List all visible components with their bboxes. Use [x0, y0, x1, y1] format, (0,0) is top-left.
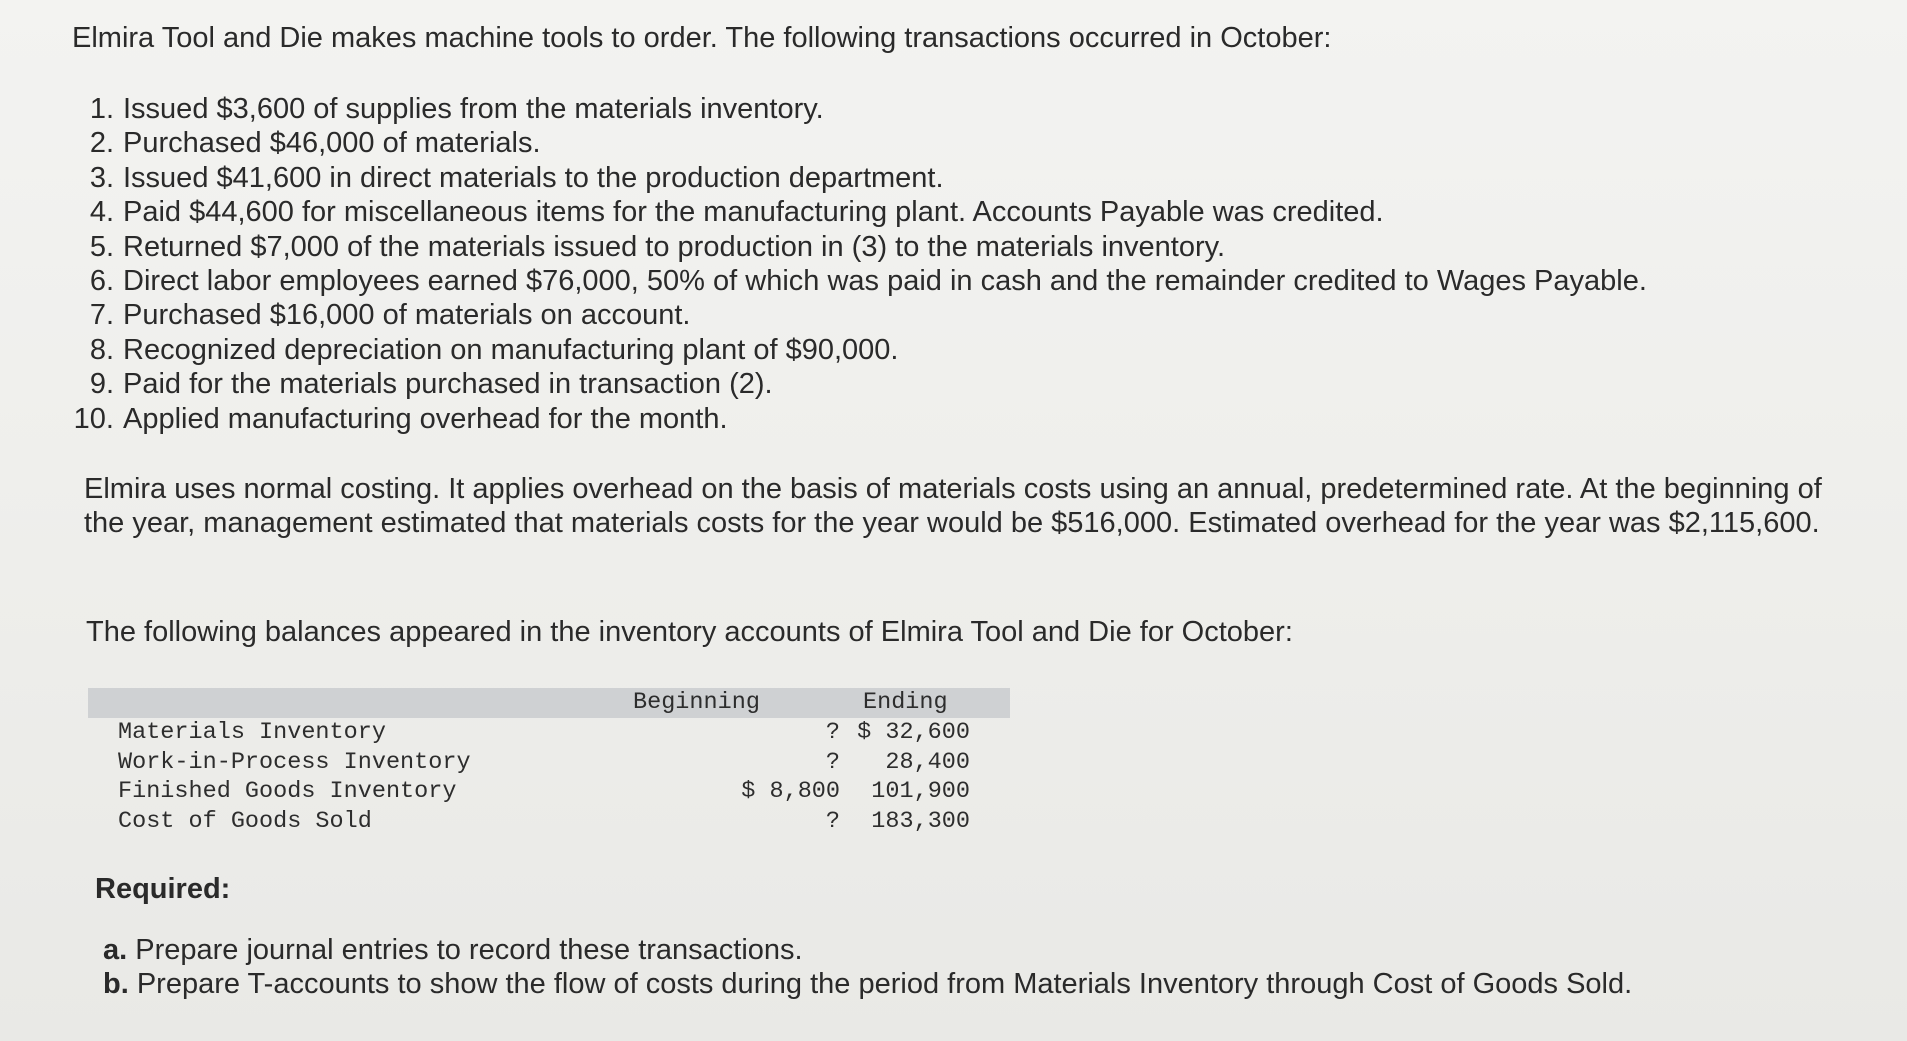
transaction-item	[72, 264, 1647, 298]
transaction-number: 6.	[89, 264, 114, 297]
row-label: Finished Goods Inventory	[118, 778, 457, 805]
transaction-number: 2.	[89, 127, 114, 160]
transaction-number: 8.	[89, 333, 114, 366]
transaction-text: Recognized depreciation on manufacturing plant of $90,000.	[123, 333, 899, 366]
transaction-number: 5.	[89, 230, 114, 263]
transaction-text: Paid for the materials purchased in transaction (2).	[123, 368, 773, 401]
transaction-number: 9.	[89, 368, 114, 401]
intro-text: Elmira Tool and Die makes machine tools to order. The following transactions occurred in October:	[72, 22, 1332, 54]
transaction-text: Returned $7,000 of the materials issued to production in (3) to the materials inventory.	[123, 230, 1226, 263]
transaction-number: 10.	[73, 402, 114, 435]
transaction-item	[72, 195, 1647, 229]
costing-paragraph: Elmira uses normal costing. It applies overhead on the basis of materials costs using an annual, predetermined rate. At the beginning of the year, management estimated that materials costs for the year would be $516,000. Estimated overhead for the year was $2,115,600.	[84, 473, 1822, 539]
required-heading: Required:	[95, 873, 231, 905]
row-label: Cost of Goods Sold	[118, 807, 372, 835]
row-ending: 183,300	[871, 807, 970, 835]
transaction-text: Paid $44,600 for miscellaneous items for the manufacturing plant. Accounts Payable was credited.	[123, 196, 1384, 229]
transaction-item	[72, 161, 1647, 195]
required-item	[103, 967, 1632, 1001]
row-ending: $ 32,600	[857, 719, 970, 746]
table-row	[88, 718, 1010, 748]
transaction-text: Purchased $46,000 of materials.	[123, 127, 541, 160]
transaction-text: Direct labor employees earned $76,000, 50% of which was paid in cash and the remainder credited to Wages Payable.	[123, 264, 1647, 297]
row-beginning: ?	[825, 807, 840, 835]
transaction-item	[72, 230, 1647, 264]
required-item	[103, 933, 1632, 967]
row-beginning: $ 8,800	[741, 778, 840, 805]
row-beginning: ?	[825, 719, 840, 746]
transaction-item	[72, 367, 1647, 401]
balances-intro: The following balances appeared in the inventory accounts of Elmira Tool and Die for October:	[86, 616, 1293, 648]
transaction-number: 4.	[89, 196, 114, 229]
required-list	[103, 933, 1632, 1001]
table-row	[88, 748, 1010, 778]
required-letter: b.	[103, 968, 129, 1000]
row-label: Materials Inventory	[118, 719, 386, 746]
balances-table	[88, 688, 1010, 836]
row-ending: 101,900	[871, 778, 970, 805]
transaction-text: Issued $3,600 of supplies from the materials inventory.	[123, 93, 824, 125]
header-beginning: Beginning	[633, 689, 760, 716]
balances-table-header	[88, 688, 1010, 718]
required-text: Prepare journal entries to record these transactions.	[135, 934, 803, 966]
transaction-number: 1.	[89, 93, 114, 125]
transaction-text: Applied manufacturing overhead for the month.	[123, 402, 728, 435]
required-text: Prepare T-accounts to show the flow of costs during the period from Materials Inventory through Cost of Goods Sold.	[136, 968, 1633, 1000]
transaction-text: Purchased $16,000 of materials on account.	[123, 299, 691, 332]
required-letter: a.	[103, 934, 128, 966]
row-label: Work-in-Process Inventory	[118, 748, 471, 776]
row-ending: 28,400	[885, 748, 970, 776]
table-row	[88, 777, 1010, 807]
row-beginning: ?	[825, 748, 840, 776]
transaction-item	[72, 126, 1647, 160]
transaction-number: 7.	[89, 299, 114, 332]
transaction-text: Issued $41,600 in direct materials to the production department.	[123, 161, 944, 194]
table-row	[88, 807, 1010, 837]
transactions-list	[72, 92, 1647, 436]
transaction-item	[72, 298, 1647, 332]
transaction-number: 3.	[89, 161, 114, 194]
header-ending: Ending	[863, 689, 948, 716]
transaction-item	[72, 333, 1647, 367]
transaction-item	[72, 92, 1647, 126]
transaction-item	[72, 402, 1647, 436]
